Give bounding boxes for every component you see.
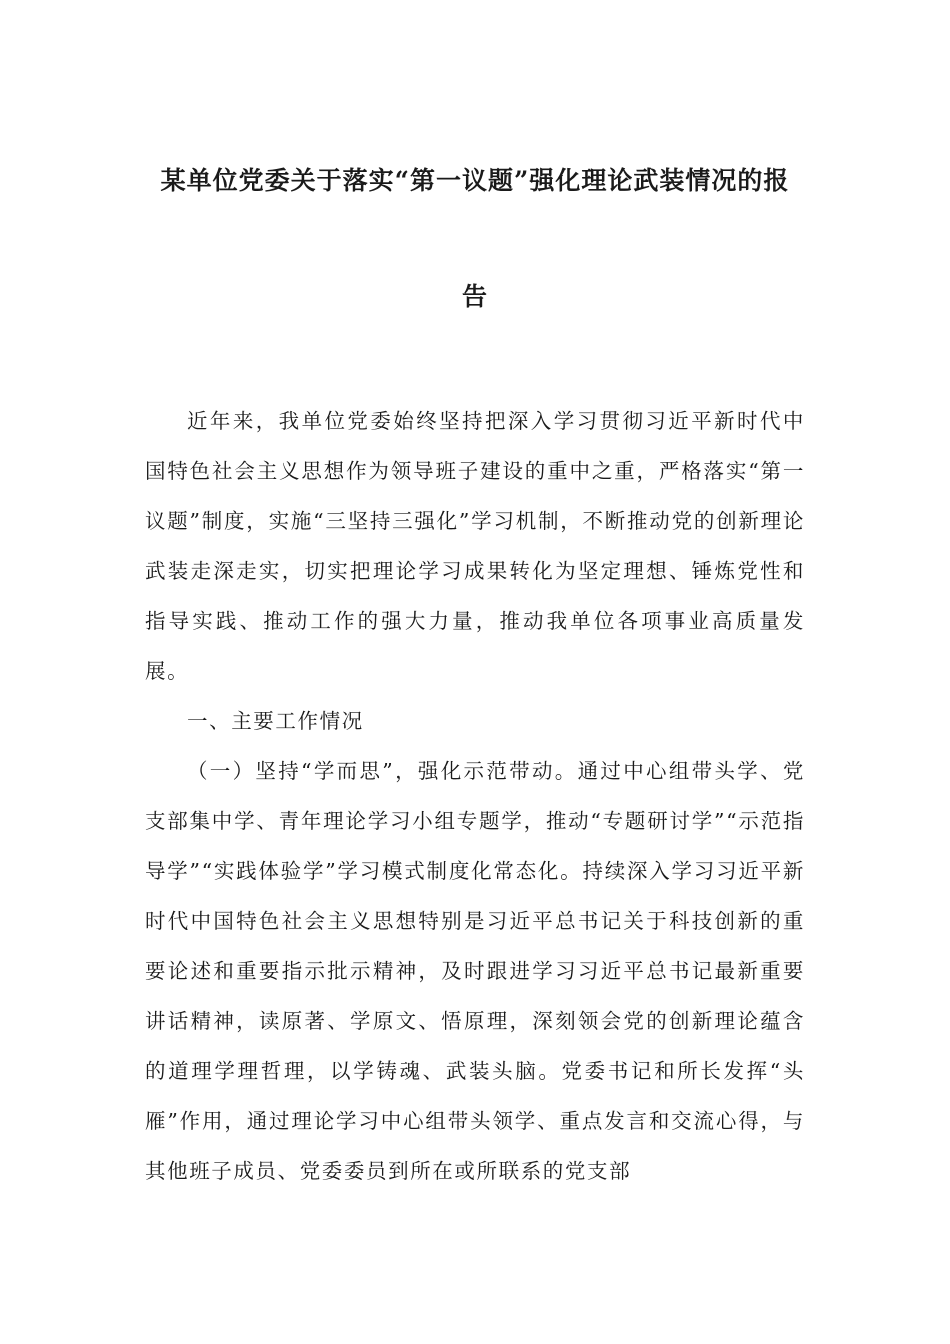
- section-1-paragraph: （一）坚持“学而思”，强化示范带动。通过中心组带头学、党支部集中学、青年理论学习小组专题学，推动“专题研讨学”“示范指导学”“实践体验学”学习模式制度化常态化。持续深入学习习近平新时代中国特色社会主义思想特别是习近平总书记关于科技创新的重要论述和重要指示批示精神，及时跟进学习习近平总书记最新重要讲话精神，读原著、学原文、悟原理，深刻领会党的创新理论蕴含的道理学理哲理，以学铸魂、武装头脑。党委书记和所长发挥“头雁”作用，通过理论学习中心组带头领学、重点发言和交流心得，与其他班子成员、党委委员到所在或所联系的党支部: [145, 759, 805, 1183]
- section-heading: 一、主要工作情况: [187, 709, 364, 733]
- document-body: [145, 396, 805, 1196]
- document-title-line-1: 某单位党委关于落实“第一议题”强化理论武装情况的报: [160, 166, 790, 195]
- document-title-line-2: 告: [461, 282, 488, 311]
- intro-paragraph: 近年来，我单位党委始终坚持把深入学习贯彻习近平新时代中国特色社会主义思想作为领导班子建设的重中之重，严格落实“第一议题”制度，实施“三坚持三强化”学习机制，不断推动党的创新理论武装走深走实，切实把理论学习成果转化为坚定理想、锤炼党性和指导实践、推动工作的强大力量，推动我单位各项事业高质量发展。: [145, 409, 805, 683]
